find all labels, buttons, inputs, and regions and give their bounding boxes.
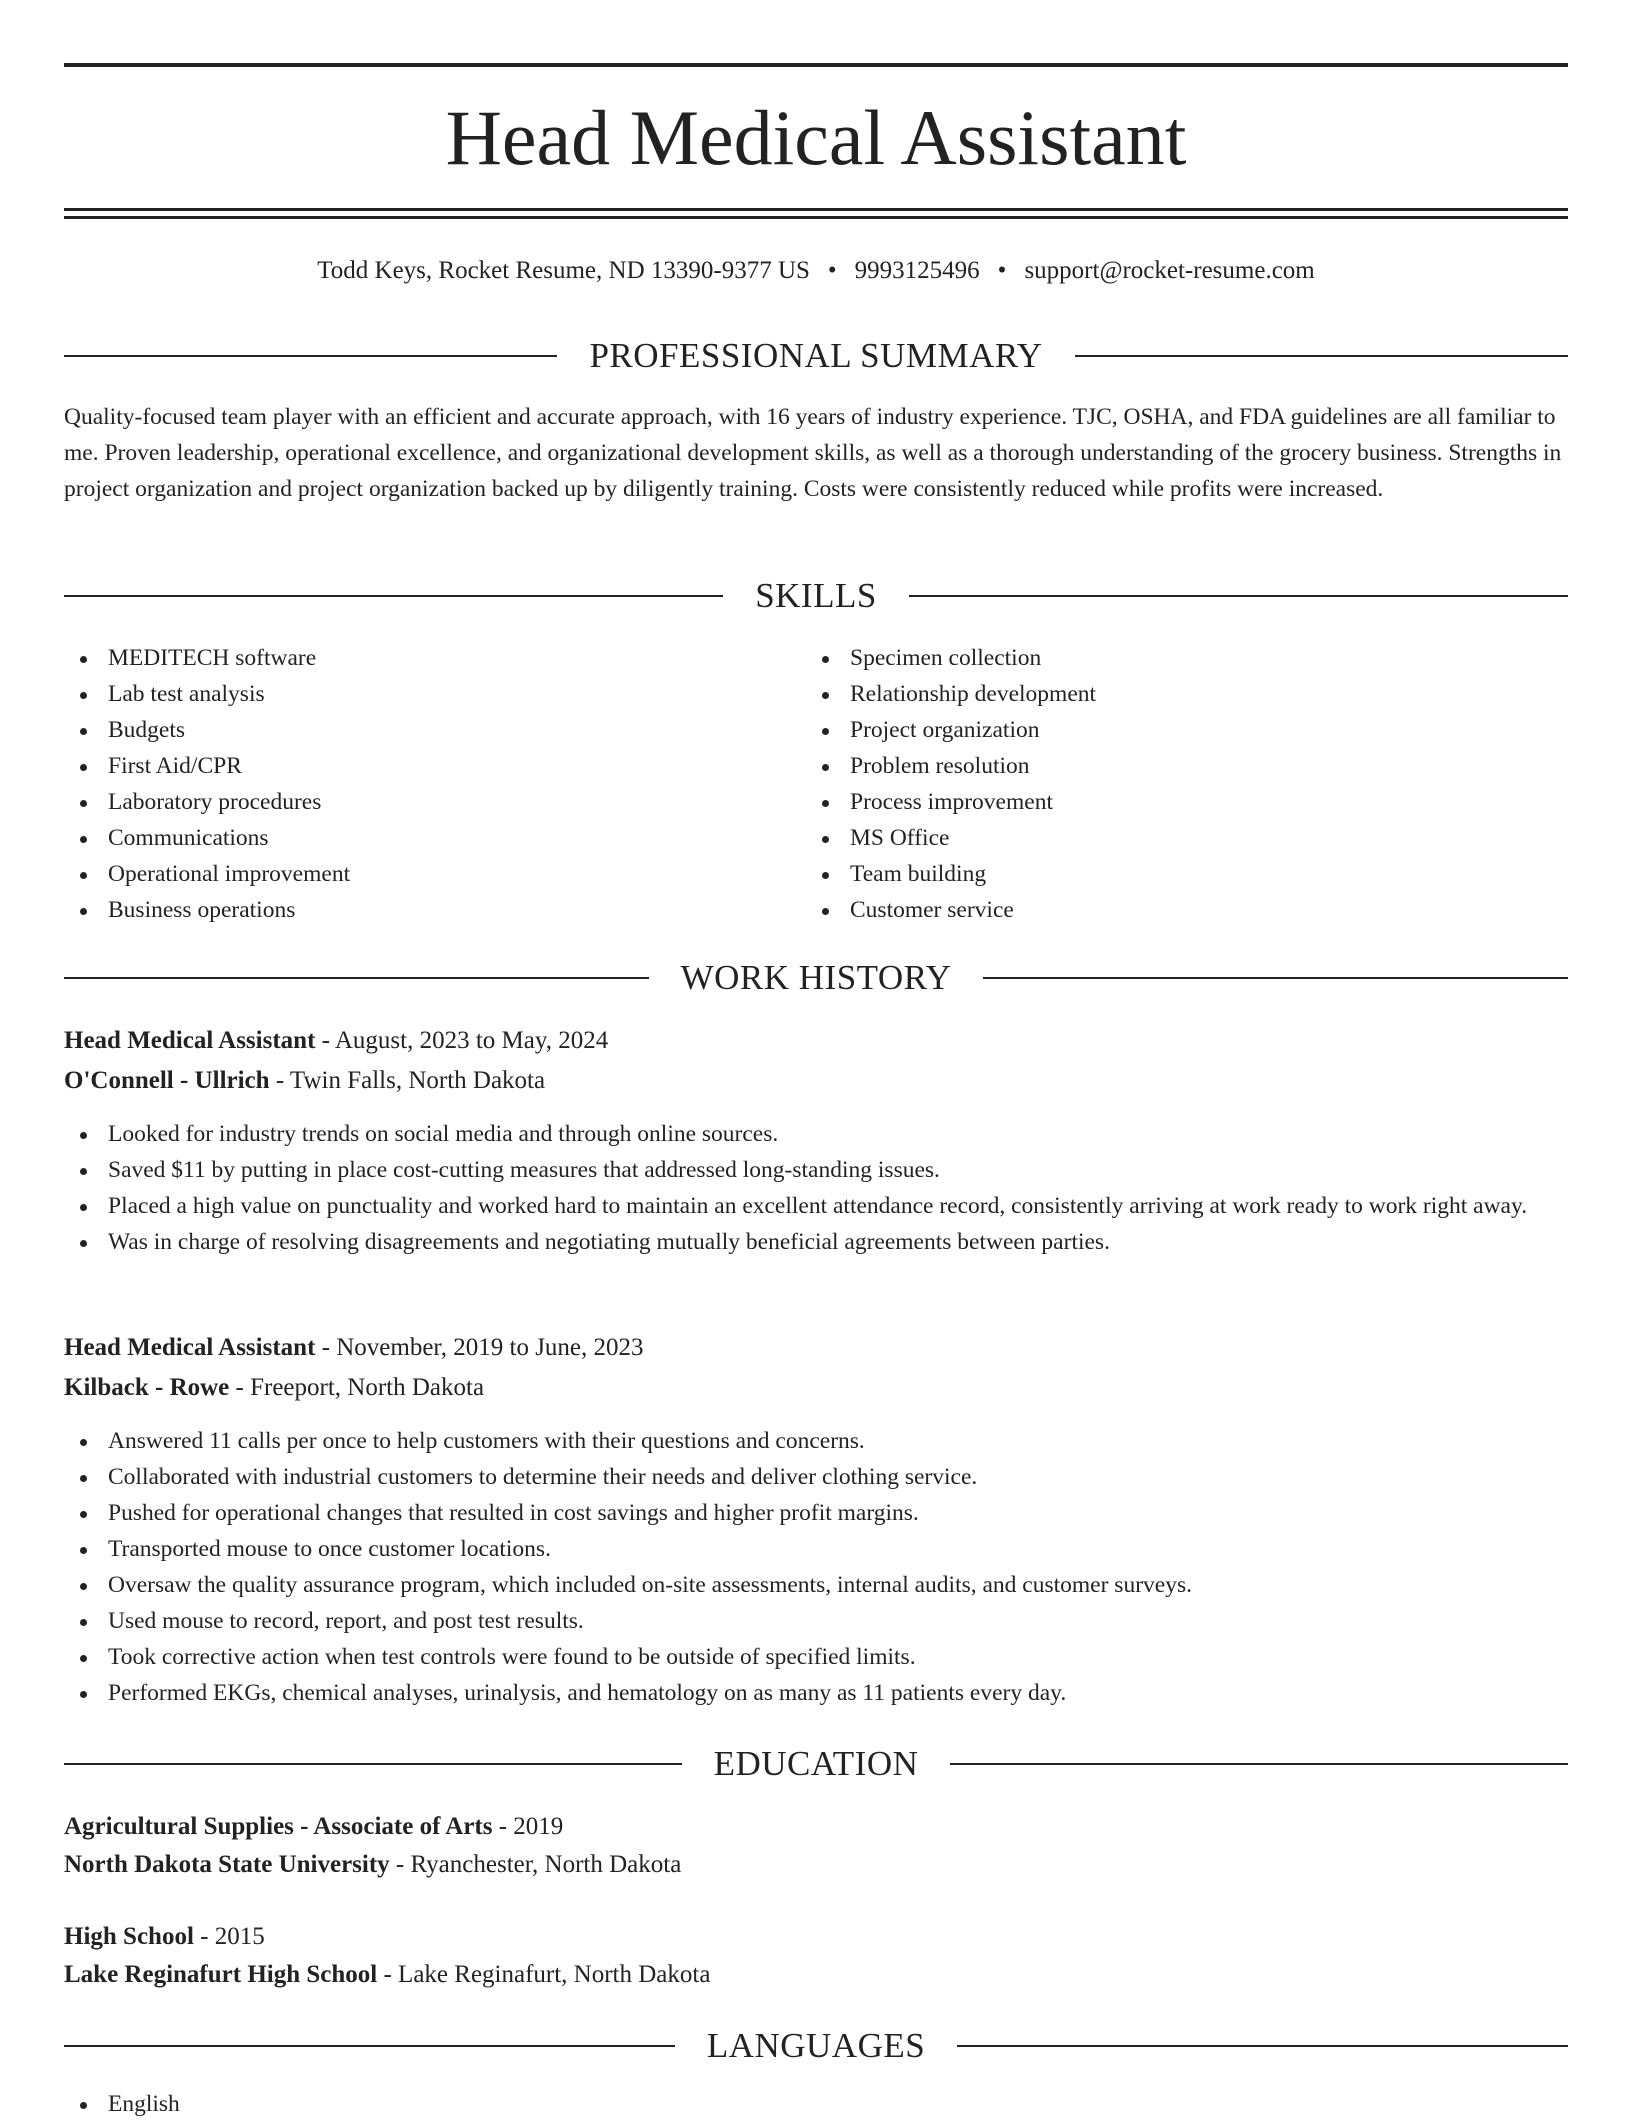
education-location: - Ryanchester, North Dakota (389, 1851, 682, 1878)
skill-item: Communications (64, 820, 764, 856)
skill-item: Relationship development (806, 676, 1506, 712)
skill-item: Specimen collection (806, 640, 1506, 676)
job-bullet: Placed a high value on punctuality and worked hard to maintain an excellent attendance record, consistently arriving at work ready to work right away. (64, 1188, 1568, 1224)
education-degree: Agricultural Supplies - Associate of Arts (64, 1813, 493, 1840)
section-title: EDUCATION (713, 1744, 919, 1783)
divider-line (950, 1763, 1568, 1765)
job-dates: - August, 2023 to May, 2024 (315, 1027, 609, 1054)
job-company-line (64, 1368, 1568, 1408)
skills-list-left (64, 640, 764, 928)
contact-separator: • (827, 257, 837, 284)
header-top-rule (64, 63, 1568, 67)
job-dates: - November, 2019 to June, 2023 (315, 1334, 644, 1361)
skill-item: MEDITECH software (64, 640, 764, 676)
section-title: PROFESSIONAL SUMMARY (589, 336, 1043, 375)
job-company: Kilback - Rowe (64, 1374, 230, 1401)
skill-item: Process improvement (806, 784, 1506, 820)
contact-separator: • (997, 257, 1007, 284)
divider-line (64, 2045, 675, 2047)
section-heading-languages (64, 2024, 1568, 2068)
job-title: Head Medical Assistant (64, 1334, 316, 1361)
skill-item: Problem resolution (806, 748, 1506, 784)
education-degree-line (64, 1917, 1568, 1957)
divider-line (64, 595, 723, 597)
language-item: English (64, 2086, 1568, 2122)
section-heading-work-history (64, 956, 1568, 1000)
job-bullet: Oversaw the quality assurance program, which included on-site assessments, internal audits, and customer surveys. (64, 1567, 1568, 1603)
divider-line (64, 977, 649, 979)
section-title: WORK HISTORY (680, 958, 952, 997)
skill-item: Team building (806, 856, 1506, 892)
education-degree: High School (64, 1923, 194, 1950)
section-heading-summary (64, 334, 1568, 378)
skill-item: Customer service (806, 892, 1506, 928)
divider-line (1075, 355, 1568, 357)
contact-email: support@rocket-resume.com (1024, 257, 1315, 284)
job-bullet: Looked for industry trends on social media and through online sources. (64, 1116, 1568, 1152)
education-school: Lake Reginafurt High School (64, 1961, 378, 1988)
job-location: - Twin Falls, North Dakota (269, 1067, 546, 1094)
job-bullet: Collaborated with industrial customers to determine their needs and deliver clothing service. (64, 1459, 1568, 1495)
divider-line (64, 355, 557, 357)
job-bullet: Pushed for operational changes that resulted in cost savings and higher profit margins. (64, 1495, 1568, 1531)
divider-line (64, 1763, 682, 1765)
divider-line (909, 595, 1568, 597)
job-bullet: Transported mouse to once customer locations. (64, 1531, 1568, 1567)
skill-item: Lab test analysis (64, 676, 764, 712)
job-bullet: Took corrective action when test controls were found to be outside of specified limits. (64, 1639, 1568, 1675)
education-degree-line (64, 1807, 1568, 1847)
section-heading-skills (64, 574, 1568, 618)
job-bullet: Was in charge of resolving disagreements and negotiating mutually beneficial agreements between parties. (64, 1224, 1568, 1260)
job-bullet: Performed EKGs, chemical analyses, urinalysis, and hematology on as many as 11 patients every day. (64, 1675, 1568, 1711)
education-school-line (64, 1845, 1568, 1885)
job-bullets (64, 1423, 1568, 1711)
contact-address: Todd Keys, Rocket Resume, ND 13390-9377 US (317, 257, 810, 284)
education-school: North Dakota State University (64, 1851, 390, 1878)
section-title: SKILLS (755, 576, 877, 615)
job-title: Head Medical Assistant (64, 1027, 316, 1054)
job-bullet: Saved $11 by putting in place cost-cutting measures that addressed long-standing issues. (64, 1152, 1568, 1188)
skill-item: First Aid/CPR (64, 748, 764, 784)
job-title-line (64, 1021, 1568, 1061)
job-location: - Freeport, North Dakota (229, 1374, 485, 1401)
skill-item: Business operations (64, 892, 764, 928)
header-double-rule-lower (64, 216, 1568, 219)
languages-list (64, 2086, 1568, 2122)
education-school-line (64, 1955, 1568, 1995)
education-year: - 2015 (193, 1923, 265, 1950)
skill-item: Budgets (64, 712, 764, 748)
header-double-rule-upper (64, 208, 1568, 211)
skill-item: Project organization (806, 712, 1506, 748)
job-title-line (64, 1328, 1568, 1368)
skill-item: Operational improvement (64, 856, 764, 892)
section-heading-education (64, 1742, 1568, 1786)
skill-item: Laboratory procedures (64, 784, 764, 820)
job-bullet: Used mouse to record, report, and post test results. (64, 1603, 1568, 1639)
skills-list-right (806, 640, 1506, 928)
resume-title: Head Medical Assistant (445, 94, 1187, 181)
job-company-line (64, 1061, 1568, 1101)
divider-line (983, 977, 1568, 979)
skill-item: MS Office (806, 820, 1506, 856)
summary-text: Quality-focused team player with an efficient and accurate approach, with 16 years of industry experience. TJC, OSHA, and FDA guidelines are all familiar to me. Proven leadership, operational excellence, and organizational development skills, as well as a thorough understanding of the grocery business. Strengths in project organization and project organization backed up by diligently training. Costs were consistently reduced while profits were increased. (64, 404, 1562, 502)
education-year: - 2019 (492, 1813, 564, 1840)
education-location: - Lake Reginafurt, North Dakota (377, 1961, 711, 1988)
section-title: LANGUAGES (706, 2026, 926, 2065)
contact-phone: 9993125496 (854, 257, 980, 284)
contact-line (64, 253, 1568, 289)
job-company: O'Connell - Ullrich (64, 1067, 270, 1094)
job-bullet: Answered 11 calls per once to help customers with their questions and concerns. (64, 1423, 1568, 1459)
divider-line (957, 2045, 1568, 2047)
job-bullets (64, 1116, 1568, 1260)
